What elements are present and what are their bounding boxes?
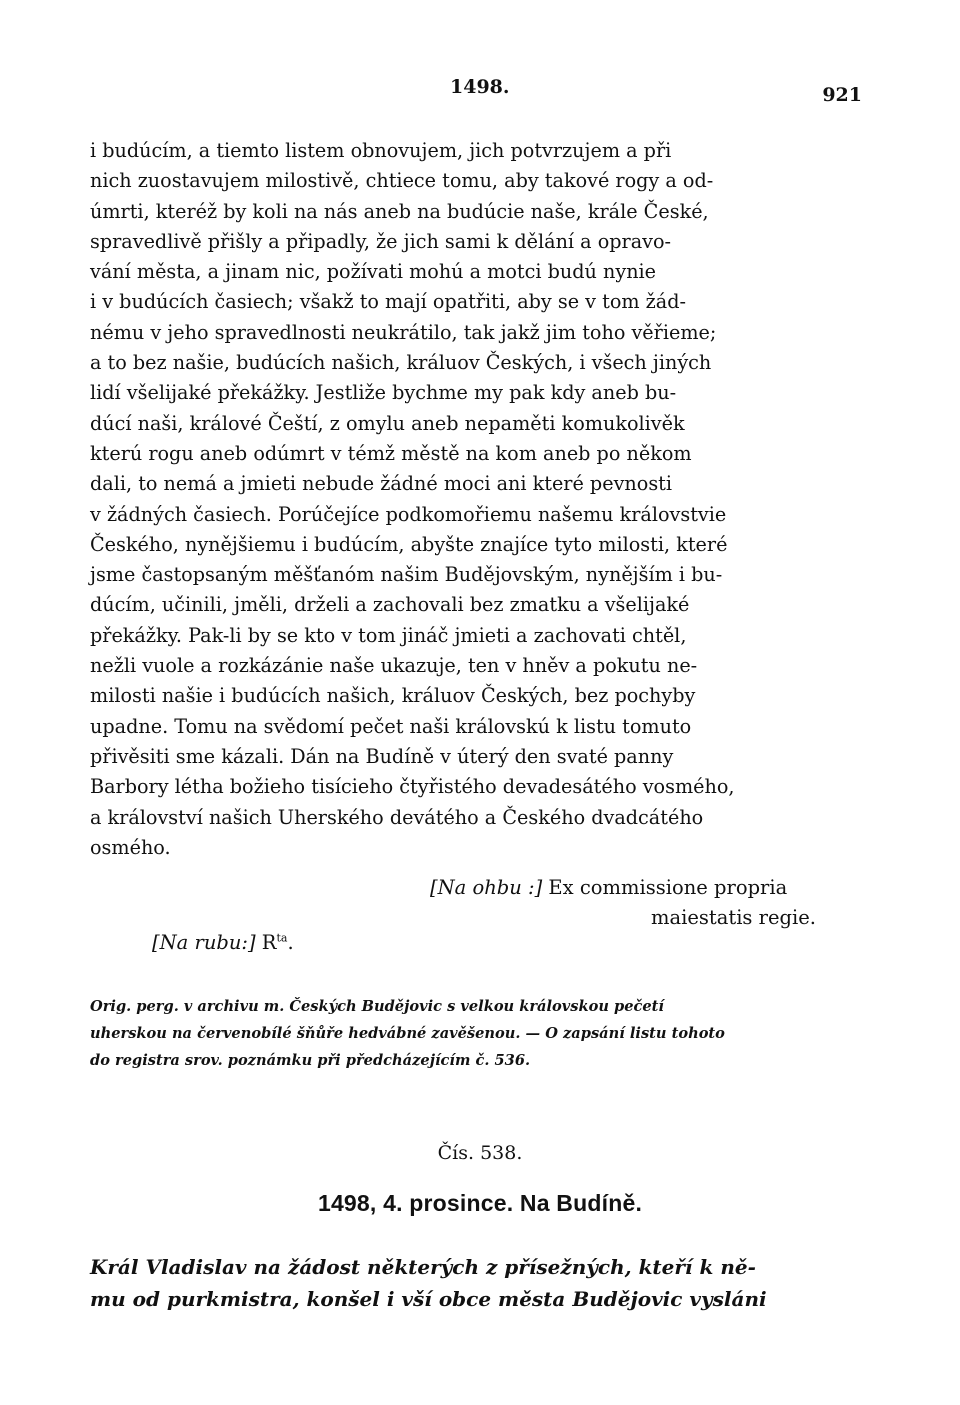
regest-summary xyxy=(90,1251,870,1315)
text-line: vání města, a jinam nic, požívati mohú a motci budú nynie xyxy=(90,260,657,284)
dorsal-note-label: [Na rubu:] xyxy=(152,931,256,955)
text-line: upadne. Tomu na svědomí pečet naši královskú k listu tomuto xyxy=(90,714,692,738)
fold-note-text-continued: maiestatis regie. xyxy=(651,906,816,930)
text-line: přivěsiti sme kázali. Dán na Budíně v úterý den svaté panny xyxy=(90,744,674,768)
summary-line: mu od purkmistra, konšel i vší obce města Budějovic vysláni xyxy=(90,1287,767,1312)
text-line: v žádných časiech. Porúčejíce podkomořiemu našemu královstvie xyxy=(90,502,727,526)
text-line: nému v jeho spravedlnosti neukrátilo, tak jakž jim toho věřieme; xyxy=(90,320,717,344)
summary-line: Král Vladislav na žádost některých z přísežných, kteří k ně- xyxy=(90,1255,756,1280)
text-line: i budúcím, a tiemto listem obnovujem, jich potvrzujem a při xyxy=(90,139,672,162)
text-line: dali, to nemá a jmieti nebude žádné moci ani které pevnosti xyxy=(90,472,673,496)
footnote-line: uherskou na červenobílé šňůře hedvábné zavěšenou. — O zapsání listu tohoto xyxy=(90,1025,725,1043)
document-heading: 1498, 4. prosince. Na Budíně. xyxy=(317,1190,643,1217)
text-line: lidí všelijaké překážky. Jestliže bychme my pak kdy aneb bu- xyxy=(90,381,677,405)
dorsal-note-period: . xyxy=(287,931,294,955)
text-line: i v budúcích časiech; všakž to mají opatřiti, aby se v tom žád- xyxy=(90,290,686,314)
fold-note xyxy=(430,873,870,933)
text-line: Českého, nynějšiemu i budúcím, abyšte znajíce tyto milosti, které xyxy=(90,532,728,556)
text-line: kterú rogu aneb odúmrt v témž městě na kom aneb po někom xyxy=(90,441,692,465)
text-line: nežli vuole a rozkázánie naše ukazuje, ten v hněv a pokutu ne- xyxy=(90,654,698,678)
text-line: dúcí naši, králové Čeští, z omylu aneb nepaměti komukolivěk xyxy=(90,411,685,435)
text-line: spravedlivě přišly a připadly, že jich sami k dělání a opravo- xyxy=(90,229,672,253)
document-number: Čís. 538. xyxy=(437,1142,523,1165)
text-line: nich zuostavujem milostivě, chtiece tomu, aby takové rogy a od- xyxy=(90,169,714,193)
dorsal-note-superscript: ta xyxy=(276,931,288,945)
text-line: a to bez našie, budúcích našich, králuov Českých, i všech jiných xyxy=(90,351,712,375)
dorsal-note xyxy=(152,931,294,954)
footnote-line: Orig. perg. v archivu m. Českých Budějovic s velkou královskou pečetí xyxy=(90,998,664,1016)
fold-note-text: Ex commissione propria xyxy=(548,876,788,900)
chancery-notes xyxy=(90,873,870,971)
archival-note xyxy=(90,993,870,1074)
text-line: milosti našie i budúcích našich, králuov Českých, bez pochyby xyxy=(90,684,696,708)
text-line: osmého. xyxy=(90,835,171,859)
running-header xyxy=(90,76,870,112)
fold-note-label: [Na ohbu :] xyxy=(430,876,543,900)
text-line: Barbory létha božieho tisícieho čtyřistého devadesátého vosmého, xyxy=(90,775,735,799)
dorsal-note-text: R xyxy=(261,931,277,955)
text-line: úmrti, kteréž by koli na nás aneb na budúcie naše, krále České, xyxy=(90,199,709,223)
page-number: 921 xyxy=(822,84,862,106)
text-line: jsme častopsaným měšťanóm našim Budějovským, nynějším i bu- xyxy=(90,563,723,587)
footnote-line: do registra srov. poznámku při předcházejícím č. 536. xyxy=(90,1052,531,1070)
document-page xyxy=(90,76,870,1315)
text-line: překážky. Pak-li by se kto v tom jináč jmieti a zachovati chtěl, xyxy=(90,623,687,647)
text-line: dúcím, učinili, jměli, drželi a zachovali bez zmatku a všelijaké xyxy=(90,593,690,617)
charter-text xyxy=(90,136,870,863)
text-line: a království našich Uherského devátého a Českého dvadcátého xyxy=(90,805,704,829)
fold-note-line xyxy=(430,873,870,903)
running-year: 1498. xyxy=(450,76,510,98)
